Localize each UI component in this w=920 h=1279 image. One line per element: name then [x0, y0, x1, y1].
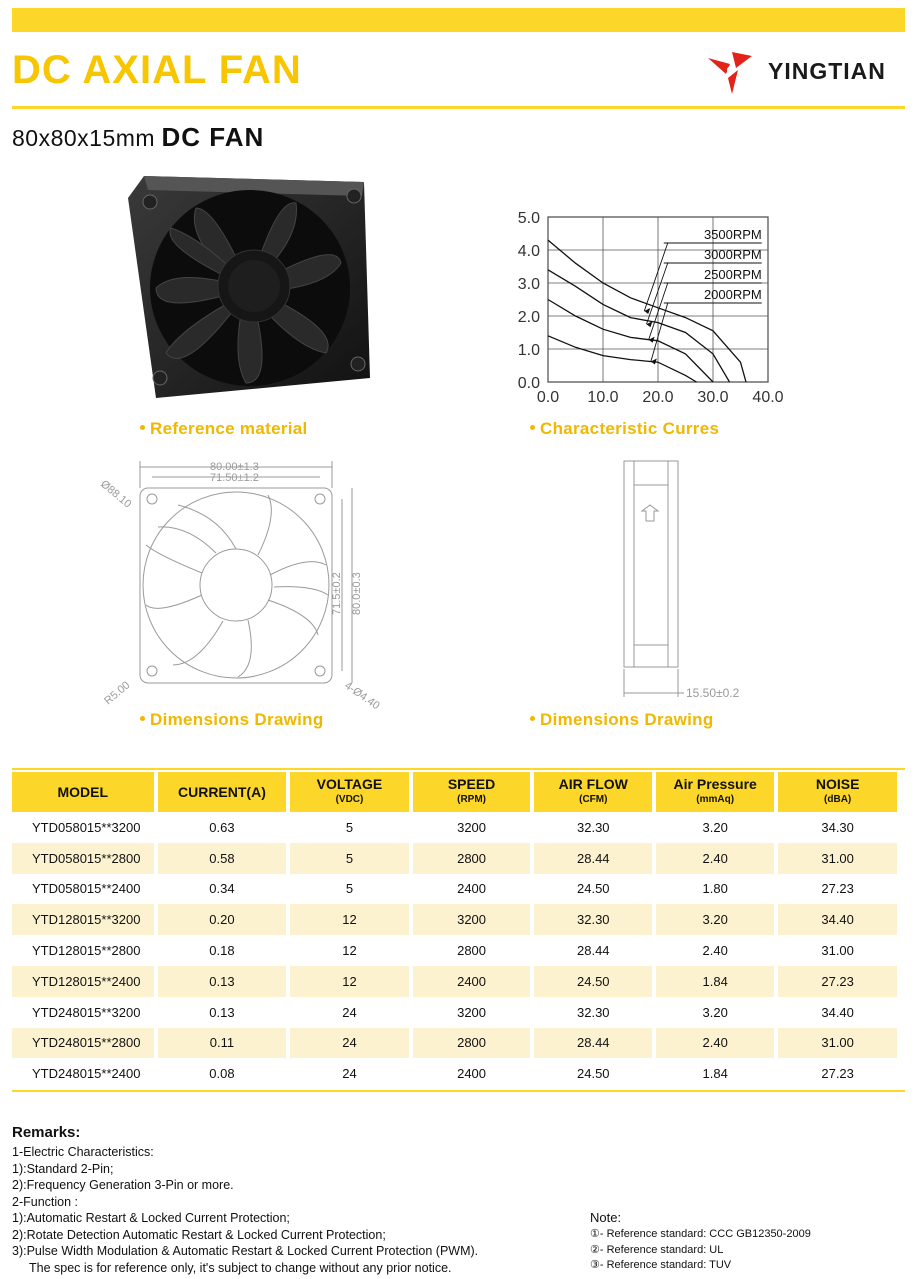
- column-header: Air Pressure (mmAq): [656, 772, 774, 812]
- table-cell: 0.08: [158, 1058, 287, 1089]
- table-cell: 27.23: [778, 874, 897, 905]
- front-dimension-drawing: [98, 455, 398, 720]
- table-row: [12, 904, 897, 935]
- series-label: 2500RPM: [703, 267, 762, 282]
- table-cell: YTD058015**2400: [12, 874, 154, 905]
- table-cell: 0.18: [158, 935, 287, 966]
- remarks-title: Remarks:: [12, 1124, 81, 1141]
- table-cell: YTD128015**3200: [12, 904, 154, 935]
- table-cell: 32.30: [534, 997, 652, 1028]
- series-label: 3500RPM: [703, 227, 762, 242]
- table-cell: 34.30: [778, 812, 897, 843]
- caption-reference-material: Reference material: [140, 419, 308, 439]
- spec-table: [8, 772, 901, 1089]
- table-cell: 28.44: [534, 843, 652, 874]
- y-tick-label: 4.0: [517, 243, 540, 260]
- column-header: MODEL: [12, 772, 154, 812]
- bullet-icon: [140, 425, 145, 430]
- series-line-2000rpm: [548, 336, 697, 382]
- brand-logo: [706, 50, 906, 94]
- title-divider: [12, 106, 905, 109]
- remarks-line: 2):Frequency Generation 3-Pin or more.: [12, 1178, 234, 1192]
- table-cell: YTD058015**2800: [12, 843, 154, 874]
- y-tick-label: 3.0: [517, 276, 540, 293]
- table-cell: 2800: [413, 1028, 531, 1059]
- remarks-line: 1):Automatic Restart & Locked Current Protection;: [12, 1211, 290, 1225]
- table-cell: 24: [290, 1028, 408, 1059]
- note-section: [590, 1210, 890, 1274]
- table-cell: 0.34: [158, 874, 287, 905]
- column-header: AIR FLOW (CFM): [534, 772, 652, 812]
- table-row: [12, 1058, 897, 1089]
- table-cell: YTD128015**2800: [12, 935, 154, 966]
- table-cell: YTD058015**3200: [12, 812, 154, 843]
- table-cell: 32.30: [534, 812, 652, 843]
- table-row: [12, 843, 897, 874]
- table-cell: 12: [290, 904, 408, 935]
- note-line: ③- Reference standard: TUV: [590, 1259, 732, 1271]
- y-tick-label: 0.0: [517, 375, 540, 392]
- table-bottom-divider: [12, 1090, 905, 1092]
- remarks-line: 2):Rotate Detection Automatic Restart & Locked Current Protection;: [12, 1227, 386, 1242]
- table-cell: 12: [290, 935, 408, 966]
- spec-table-header: [12, 772, 897, 812]
- table-cell: 24: [290, 997, 408, 1028]
- dim-radius: R5.00: [102, 679, 133, 708]
- caption-characteristic-curves: Characteristic Curres: [530, 419, 719, 439]
- page-title: DC AXIAL FAN: [12, 48, 302, 92]
- remarks-lines: [12, 1144, 572, 1260]
- table-cell: 2.40: [656, 843, 774, 874]
- caption-dimensions-side: Dimensions Drawing: [530, 710, 714, 730]
- bullet-icon: [530, 716, 535, 721]
- table-cell: 2800: [413, 843, 531, 874]
- table-cell: 2400: [413, 874, 531, 905]
- series-label-arrow: [644, 243, 668, 311]
- bullet-icon: [140, 716, 145, 721]
- x-tick-label: 10.0: [587, 389, 619, 405]
- table-cell: 1.84: [656, 1058, 774, 1089]
- table-cell: 27.23: [778, 966, 897, 997]
- remarks-disclaimer: The spec is for reference only, it's subject to change without any prior notice.: [29, 1260, 452, 1275]
- table-cell: 34.40: [778, 904, 897, 935]
- table-row: [12, 812, 897, 843]
- table-cell: 34.40: [778, 997, 897, 1028]
- note-line: ①- Reference standard: CCC GB12350-2009: [590, 1228, 811, 1240]
- x-tick-label: 20.0: [642, 389, 674, 405]
- table-cell: 0.63: [158, 812, 287, 843]
- table-cell: 3200: [413, 997, 531, 1028]
- dim-holes: 4-Ø4.40: [342, 679, 382, 713]
- table-cell: YTD128015**2400: [12, 966, 154, 997]
- characteristic-curve-chart: [500, 205, 795, 405]
- top-accent-bar: [12, 8, 905, 32]
- series-label: 3000RPM: [703, 247, 762, 262]
- table-cell: 31.00: [778, 1028, 897, 1059]
- table-cell: 3200: [413, 904, 531, 935]
- y-tick-label: 2.0: [517, 309, 540, 326]
- caption-dimensions-front: Dimensions Drawing: [140, 710, 324, 730]
- table-cell: YTD248015**2800: [12, 1028, 154, 1059]
- table-cell: 24.50: [534, 966, 652, 997]
- table-cell: 1.80: [656, 874, 774, 905]
- table-cell: 0.11: [158, 1028, 287, 1059]
- spec-table-body: [12, 812, 897, 1089]
- table-cell: 0.20: [158, 904, 287, 935]
- table-cell: 0.13: [158, 966, 287, 997]
- yingtian-logo-icon: [706, 50, 758, 94]
- table-cell: 12: [290, 966, 408, 997]
- table-cell: 5: [290, 874, 408, 905]
- table-cell: 31.00: [778, 843, 897, 874]
- note-line: ②- Reference standard: UL: [590, 1243, 724, 1256]
- remarks-line: 2-Function :: [12, 1194, 79, 1209]
- table-cell: 5: [290, 812, 408, 843]
- column-header: CURRENT(A): [158, 772, 287, 812]
- x-tick-label: 0.0: [536, 389, 560, 405]
- remarks-line: 3):Pulse Width Modulation & Automatic Restart & Locked Current Protection (PWM).: [12, 1244, 479, 1258]
- x-tick-label: 30.0: [697, 389, 729, 405]
- table-cell: YTD248015**3200: [12, 997, 154, 1028]
- table-cell: 3.20: [656, 904, 774, 935]
- table-cell: 5: [290, 843, 408, 874]
- x-tick-label: 40.0: [752, 389, 784, 405]
- dim-height-outer: 80.0±0.3: [351, 572, 363, 615]
- table-cell: 2800: [413, 935, 531, 966]
- table-cell: 3200: [413, 812, 531, 843]
- table-cell: 2400: [413, 966, 531, 997]
- table-cell: 24.50: [534, 1058, 652, 1089]
- table-cell: YTD248015**2400: [12, 1058, 154, 1089]
- table-row: [12, 935, 897, 966]
- table-cell: 0.58: [158, 843, 287, 874]
- product-size: 80x80x15mm: [12, 125, 156, 151]
- table-row: [12, 966, 897, 997]
- table-cell: 2400: [413, 1058, 531, 1089]
- table-cell: 28.44: [534, 935, 652, 966]
- y-tick-label: 1.0: [517, 342, 540, 359]
- column-header: SPEED (RPM): [413, 772, 531, 812]
- table-cell: 0.13: [158, 997, 287, 1028]
- dim-thickness: 15.50±0.2: [686, 686, 740, 700]
- column-header: VOLTAGE (VDC): [290, 772, 408, 812]
- fan-photo: [126, 168, 372, 400]
- remarks-line: 1):Standard 2-Pin;: [12, 1161, 114, 1176]
- note-title: Note:: [590, 1210, 622, 1225]
- table-row: [12, 997, 897, 1028]
- remarks-section: [12, 1124, 572, 1276]
- table-cell: 2.40: [656, 935, 774, 966]
- table-row: [12, 1028, 897, 1059]
- series-label-arrow: [651, 303, 668, 362]
- series-line-2500rpm: [548, 300, 713, 383]
- table-cell: 27.23: [778, 1058, 897, 1089]
- dim-width-outer: 80.00±1.3: [210, 461, 259, 473]
- table-top-divider: [12, 768, 905, 770]
- table-cell: 31.00: [778, 935, 897, 966]
- table-row: [12, 874, 897, 905]
- table-cell: 2.40: [656, 1028, 774, 1059]
- y-tick-label: 5.0: [517, 210, 540, 227]
- table-cell: 1.84: [656, 966, 774, 997]
- table-cell: 28.44: [534, 1028, 652, 1059]
- side-dimension-drawing: [612, 455, 772, 705]
- series-label: 2000RPM: [703, 287, 762, 302]
- remarks-line: 1-Electric Characteristics:: [12, 1145, 154, 1159]
- product-type: DC FAN: [161, 122, 265, 152]
- table-cell: 32.30: [534, 904, 652, 935]
- bullet-icon: [530, 425, 535, 430]
- brand-name: YINGTIAN: [768, 58, 886, 84]
- dim-diameter: Ø88.10: [98, 478, 134, 511]
- note-lines: [590, 1227, 890, 1274]
- dim-height-inner: 71.5±0.2: [331, 572, 343, 615]
- table-cell: 3.20: [656, 997, 774, 1028]
- table-cell: 24.50: [534, 874, 652, 905]
- table-cell: 24: [290, 1058, 408, 1089]
- dim-width-inner: 71.50±1.2: [210, 472, 259, 484]
- column-header: NOISE (dBA): [778, 772, 897, 812]
- product-subtitle: [12, 122, 264, 153]
- table-cell: 3.20: [656, 812, 774, 843]
